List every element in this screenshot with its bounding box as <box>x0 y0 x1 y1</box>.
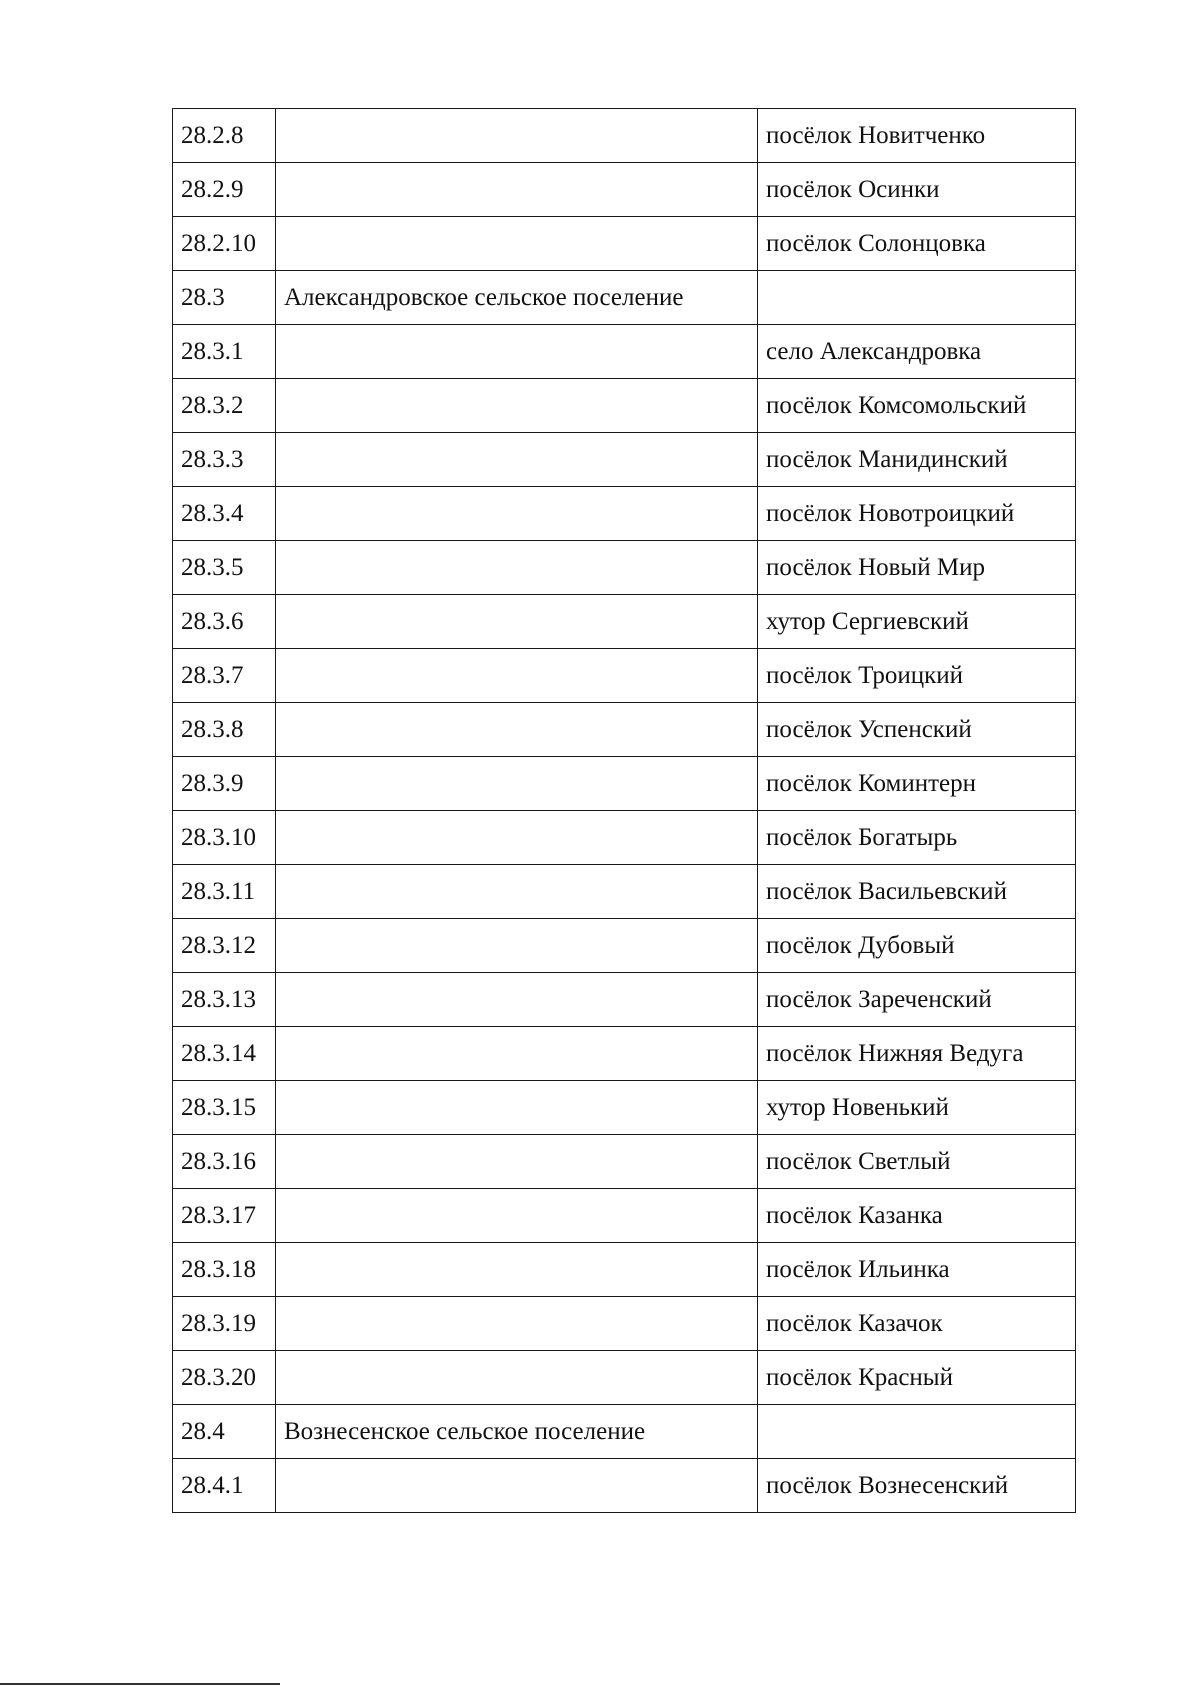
settlement-name <box>276 433 758 487</box>
locality-name: посёлок Новотроицкий <box>758 487 1076 541</box>
settlement-name <box>276 595 758 649</box>
table-row <box>173 379 1076 433</box>
row-number: 28.4.1 <box>173 1459 276 1513</box>
row-number: 28.3.18 <box>173 1243 276 1297</box>
row-number: 28.3.2 <box>173 379 276 433</box>
settlements-table <box>172 108 1076 1513</box>
locality-name: посёлок Комсомольский <box>758 379 1076 433</box>
table-row <box>173 217 1076 271</box>
row-number: 28.2.10 <box>173 217 276 271</box>
locality-name: посёлок Осинки <box>758 163 1076 217</box>
table-row <box>173 649 1076 703</box>
table-row <box>173 595 1076 649</box>
locality-name: посёлок Дубовый <box>758 919 1076 973</box>
locality-name: посёлок Новитченко <box>758 109 1076 163</box>
settlement-name <box>276 325 758 379</box>
locality-name <box>758 271 1076 325</box>
table-row <box>173 1405 1076 1459</box>
locality-name <box>758 1405 1076 1459</box>
settlement-name: Александровское сельское поселение <box>276 271 758 325</box>
locality-name: посёлок Казанка <box>758 1189 1076 1243</box>
settlement-name <box>276 1081 758 1135</box>
table-row <box>173 1297 1076 1351</box>
settlement-name <box>276 217 758 271</box>
table-row <box>173 541 1076 595</box>
table-row <box>173 919 1076 973</box>
row-number: 28.3.3 <box>173 433 276 487</box>
settlement-name <box>276 1027 758 1081</box>
locality-name: село Александровка <box>758 325 1076 379</box>
row-number: 28.3.14 <box>173 1027 276 1081</box>
row-number: 28.3.11 <box>173 865 276 919</box>
table-row <box>173 487 1076 541</box>
row-number: 28.3.10 <box>173 811 276 865</box>
locality-name: посёлок Коминтерн <box>758 757 1076 811</box>
locality-name: хутор Сергиевский <box>758 595 1076 649</box>
settlement-name <box>276 757 758 811</box>
footer-rule <box>0 1683 280 1685</box>
table-row <box>173 433 1076 487</box>
table-row <box>173 271 1076 325</box>
table-row <box>173 1189 1076 1243</box>
row-number: 28.3.5 <box>173 541 276 595</box>
settlement-name <box>276 1297 758 1351</box>
row-number: 28.2.9 <box>173 163 276 217</box>
settlement-name <box>276 1351 758 1405</box>
table-row <box>173 1027 1076 1081</box>
row-number: 28.3.13 <box>173 973 276 1027</box>
settlement-name <box>276 919 758 973</box>
row-number: 28.3.17 <box>173 1189 276 1243</box>
table-row <box>173 1243 1076 1297</box>
locality-name: посёлок Васильевский <box>758 865 1076 919</box>
settlement-name <box>276 163 758 217</box>
settlement-name <box>276 703 758 757</box>
locality-name: посёлок Вознесенский <box>758 1459 1076 1513</box>
table-row <box>173 703 1076 757</box>
locality-name: посёлок Солонцовка <box>758 217 1076 271</box>
settlement-name <box>276 649 758 703</box>
row-number: 28.3.19 <box>173 1297 276 1351</box>
row-number: 28.3.20 <box>173 1351 276 1405</box>
locality-name: посёлок Нижняя Ведуга <box>758 1027 1076 1081</box>
settlement-name <box>276 973 758 1027</box>
row-number: 28.3.9 <box>173 757 276 811</box>
table-row <box>173 163 1076 217</box>
settlement-name <box>276 811 758 865</box>
table-row <box>173 1081 1076 1135</box>
locality-name: посёлок Ильинка <box>758 1243 1076 1297</box>
locality-name: посёлок Богатырь <box>758 811 1076 865</box>
row-number: 28.3.15 <box>173 1081 276 1135</box>
table-row <box>173 109 1076 163</box>
settlement-name <box>276 109 758 163</box>
row-number: 28.3.12 <box>173 919 276 973</box>
table-row <box>173 1351 1076 1405</box>
settlement-name <box>276 1243 758 1297</box>
row-number: 28.2.8 <box>173 109 276 163</box>
row-number: 28.3.6 <box>173 595 276 649</box>
settlement-name <box>276 379 758 433</box>
table-row <box>173 757 1076 811</box>
row-number: 28.4 <box>173 1405 276 1459</box>
table-row <box>173 1135 1076 1189</box>
row-number: 28.3.8 <box>173 703 276 757</box>
row-number: 28.3 <box>173 271 276 325</box>
locality-name: хутор Новенький <box>758 1081 1076 1135</box>
row-number: 28.3.4 <box>173 487 276 541</box>
locality-name: посёлок Новый Мир <box>758 541 1076 595</box>
locality-name: посёлок Красный <box>758 1351 1076 1405</box>
locality-name: посёлок Манидинский <box>758 433 1076 487</box>
settlement-name <box>276 1135 758 1189</box>
settlement-name <box>276 487 758 541</box>
table-row <box>173 973 1076 1027</box>
row-number: 28.3.16 <box>173 1135 276 1189</box>
row-number: 28.3.7 <box>173 649 276 703</box>
settlement-name <box>276 541 758 595</box>
settlement-name <box>276 1189 758 1243</box>
locality-name: посёлок Светлый <box>758 1135 1076 1189</box>
table-row <box>173 865 1076 919</box>
table-row <box>173 811 1076 865</box>
settlement-name: Вознесенское сельское поселение <box>276 1405 758 1459</box>
locality-name: посёлок Успенский <box>758 703 1076 757</box>
locality-name: посёлок Зареченский <box>758 973 1076 1027</box>
locality-name: посёлок Казачок <box>758 1297 1076 1351</box>
table-body <box>173 109 1076 1513</box>
row-number: 28.3.1 <box>173 325 276 379</box>
settlement-name <box>276 1459 758 1513</box>
table-row <box>173 325 1076 379</box>
settlement-name <box>276 865 758 919</box>
locality-name: посёлок Троицкий <box>758 649 1076 703</box>
table-row <box>173 1459 1076 1513</box>
